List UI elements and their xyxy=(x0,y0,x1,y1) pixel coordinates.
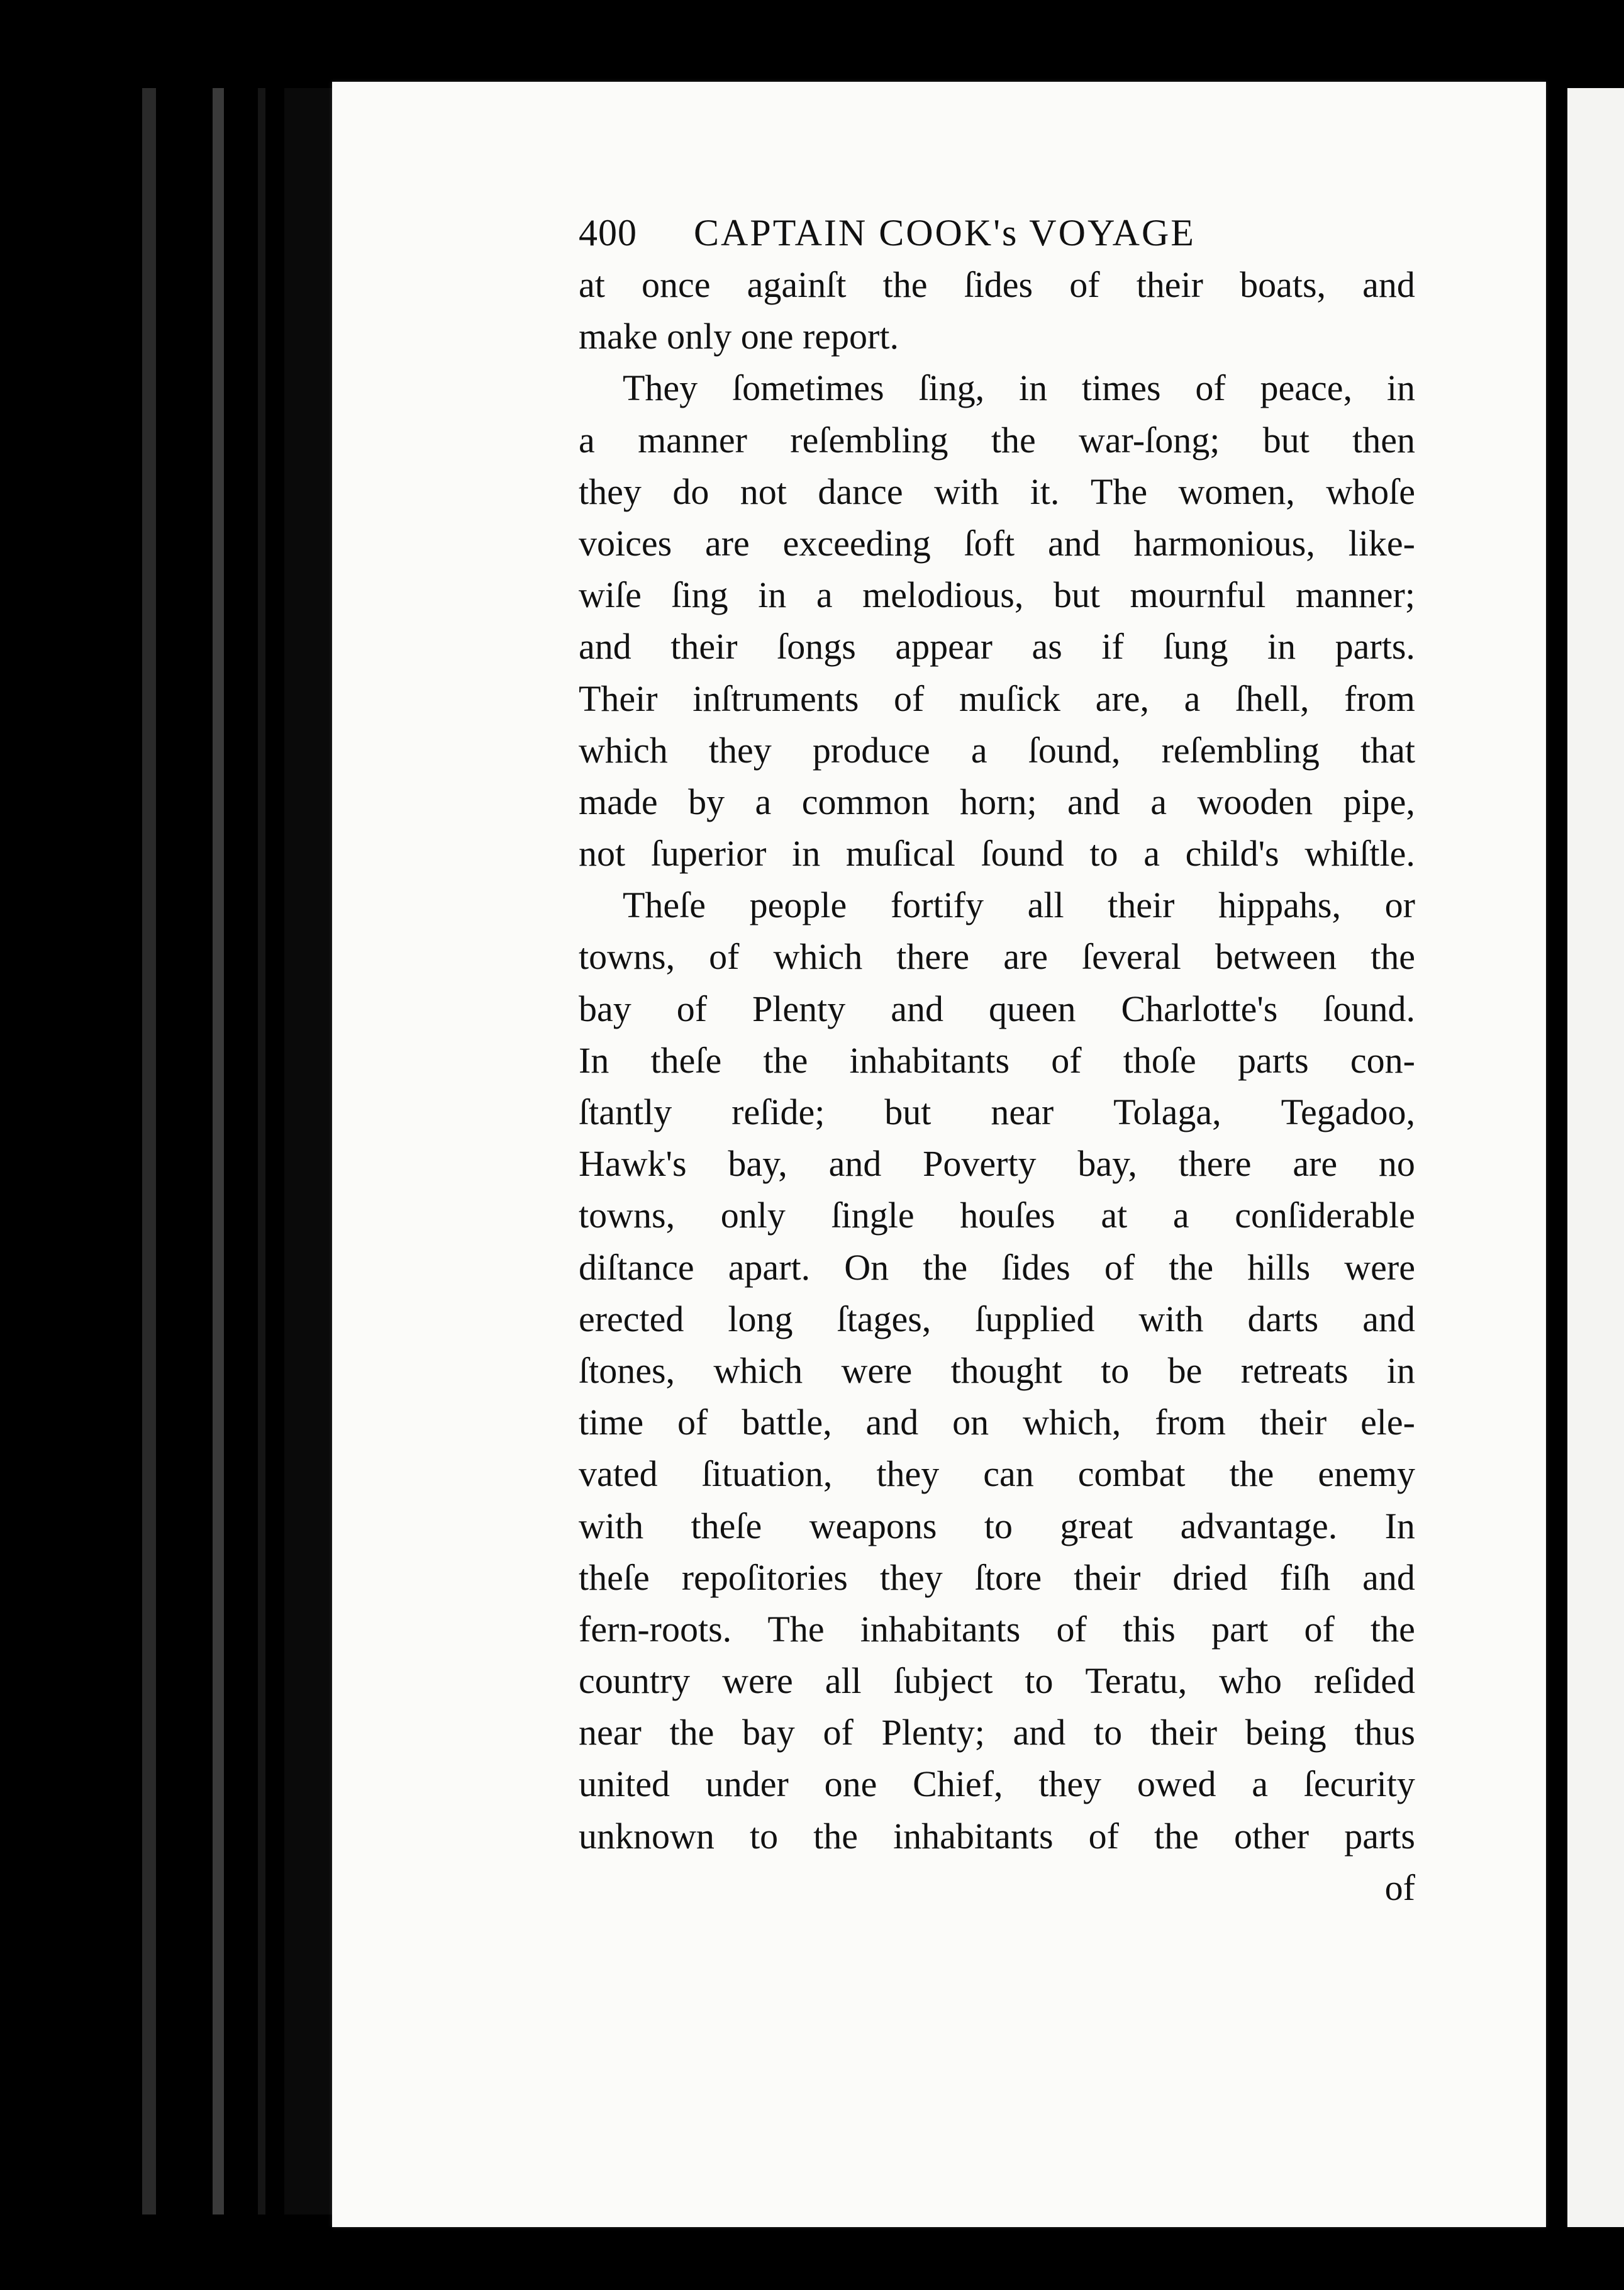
body-text xyxy=(579,259,1415,1862)
binding-edge xyxy=(142,88,156,2215)
page-number: 400 xyxy=(579,212,637,254)
text-line: towns, of which there are ſeveral between the xyxy=(579,936,1415,978)
text-line: unknown to the inhabitants of the other parts xyxy=(579,1815,1415,1857)
text-line: time of battle, and on which, from their ele- xyxy=(579,1402,1415,1443)
text-line: made by a common horn; and a wooden pipe, xyxy=(579,781,1415,822)
text-line: country were all ſubject to Teratu, who reſided xyxy=(579,1660,1415,1702)
text-line: wiſe ſing in a melodious, but mournful manner; xyxy=(579,574,1415,616)
text-line: Hawk's bay, and Poverty bay, there are no xyxy=(579,1143,1415,1185)
catchword: of xyxy=(1384,1867,1415,1908)
running-head xyxy=(579,209,1415,259)
text-line: ſtantly reſide; but near Tolaga, Tegadoo, xyxy=(579,1092,1415,1132)
text-line: make only one report. xyxy=(579,316,899,357)
running-title: CAPTAIN COOK's VOYAGE xyxy=(694,212,1196,254)
text-line: Their inſtruments of muſick are, a ſhell, from xyxy=(579,678,1415,719)
text-line: united under one Chief, they owed a ſecurity xyxy=(579,1763,1415,1805)
text-line: at once againſt the ſides of their boats, and xyxy=(579,264,1415,305)
text-line: They ſometimes ſing, in times of peace, in xyxy=(623,367,1415,409)
text-line: erected long ſtages, ſupplied with darts and xyxy=(579,1298,1415,1339)
binding-gutter xyxy=(284,88,332,2215)
text-line: they do not dance with it. The women, whoſe xyxy=(579,471,1415,512)
text-line: bay of Plenty and queen Charlotte's ſound. xyxy=(579,988,1415,1029)
book-page xyxy=(332,82,1546,2227)
text-line: vated ſituation, they can combat the enemy xyxy=(579,1453,1415,1495)
text-line: ſtones, which were thought to be retreats in xyxy=(579,1349,1415,1391)
text-line: which they produce a ſound, reſembling that xyxy=(579,729,1415,771)
text-line: a manner reſembling the war-ſong; but then xyxy=(579,419,1415,461)
text-line: In theſe the inhabitants of thoſe parts con- xyxy=(579,1039,1415,1081)
text-line: towns, only ſingle houſes at a conſiderable xyxy=(579,1195,1415,1236)
text-line: theſe repoſitories they ſtore their dried fiſh and xyxy=(579,1556,1415,1598)
text-line: voices are exceeding ſoft and harmonious, like- xyxy=(579,522,1415,564)
text-line: with theſe weapons to great advantage. In xyxy=(579,1505,1415,1546)
text-line: fern-roots. The inhabitants of this part of the xyxy=(579,1608,1415,1650)
binding-edge xyxy=(258,88,265,2215)
text-line: not ſuperior in muſical ſound to a child's whiſtle. xyxy=(579,833,1415,874)
binding-edge xyxy=(213,88,224,2215)
text-line: near the bay of Plenty; and to their being thus xyxy=(579,1712,1415,1753)
text-line: diſtance apart. On the ſides of the hills were xyxy=(579,1246,1415,1288)
page-text xyxy=(579,209,1415,1914)
text-line: Theſe people fortify all their hippahs, or xyxy=(623,885,1415,926)
text-line: and their ſongs appear as if ſung in parts. xyxy=(579,626,1415,667)
facing-page-edge xyxy=(1567,88,1624,2227)
